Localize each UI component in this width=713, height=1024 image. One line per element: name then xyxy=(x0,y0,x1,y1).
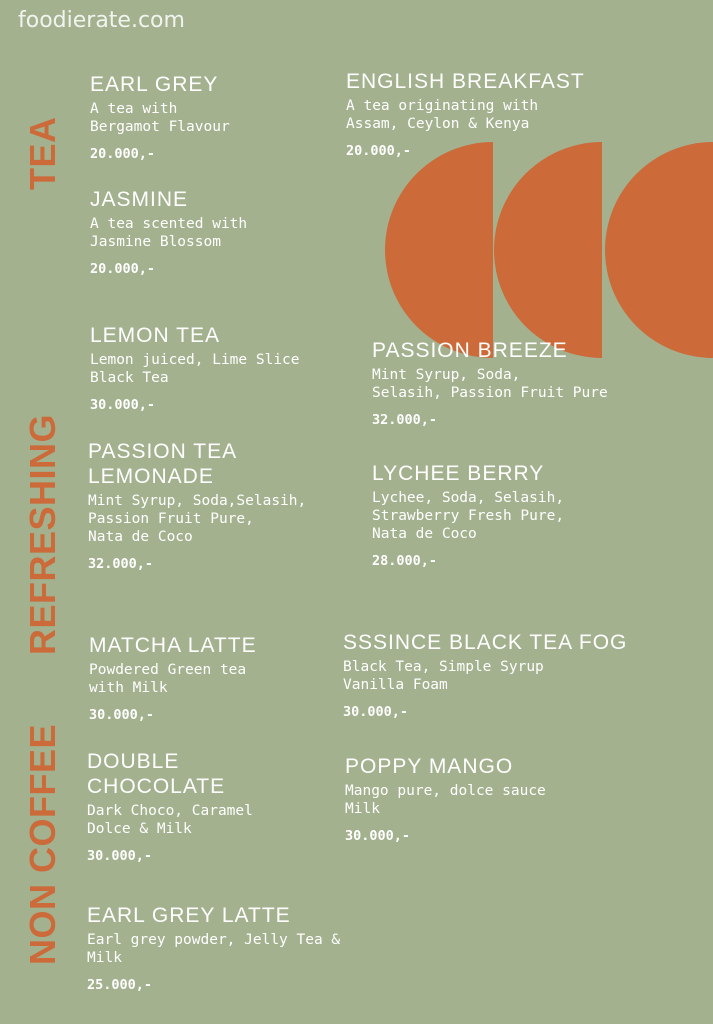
item-name: ENGLISH BREAKFAST xyxy=(346,70,585,93)
item-description: Mint Syrup, Soda,Selasih, Passion Fruit Pure, Nata de Coco xyxy=(88,493,307,545)
side-label-non-coffee: NON COFFEE xyxy=(22,723,63,965)
menu-item xyxy=(90,187,247,277)
item-description: A tea scented with Jasmine Blossom xyxy=(90,216,248,250)
item-name: PASSION TEA LEMONADE xyxy=(88,440,238,488)
half-circle-3 xyxy=(605,142,713,358)
item-price: 20.000,- xyxy=(346,143,412,159)
item-description: A tea originating with Assam, Ceylon & Kenya xyxy=(346,98,539,132)
item-name: SSSINCE BLACK TEA FOG xyxy=(343,631,628,654)
item-description: Earl grey powder, Jelly Tea & Milk xyxy=(87,932,341,966)
side-label-tea: TEA xyxy=(22,116,63,190)
menu-item xyxy=(87,903,340,993)
item-price: 30.000,- xyxy=(345,828,411,844)
menu-item xyxy=(372,338,608,428)
item-name: LEMON TEA xyxy=(90,324,220,347)
menu-item xyxy=(89,633,257,723)
item-description: Dark Choco, Caramel Dolce & Milk xyxy=(87,803,253,837)
item-price: 30.000,- xyxy=(90,397,156,413)
menu-item xyxy=(343,630,627,720)
item-price: 32.000,- xyxy=(372,412,438,428)
item-price: 28.000,- xyxy=(372,553,438,569)
item-price: 25.000,- xyxy=(87,977,153,993)
half-circle-2 xyxy=(494,142,602,358)
item-price: 30.000,- xyxy=(89,707,155,723)
menu-item xyxy=(372,461,564,569)
item-price: 20.000,- xyxy=(90,261,156,277)
watermark-text: foodierate.com xyxy=(18,8,185,33)
item-name: EARL GREY xyxy=(90,73,219,96)
item-description: Black Tea, Simple Syrup Vanilla Foam xyxy=(343,659,544,693)
side-label-refreshing: REFRESHING xyxy=(22,413,63,655)
item-description: Lychee, Soda, Selasih, Strawberry Fresh Pure, Nata de Coco xyxy=(372,490,565,542)
item-description: Lemon juiced, Lime Slice Black Tea xyxy=(90,352,300,386)
item-name: JASMINE xyxy=(90,188,189,211)
menu-item xyxy=(88,439,306,572)
item-price: 30.000,- xyxy=(343,704,409,720)
item-name: PASSION BREEZE xyxy=(372,339,568,362)
menu-item xyxy=(87,749,253,864)
menu-item xyxy=(345,754,546,844)
item-price: 20.000,- xyxy=(90,146,156,162)
half-circle-1 xyxy=(385,142,493,358)
item-name: DOUBLE CHOCOLATE xyxy=(87,750,226,798)
item-name: POPPY MANGO xyxy=(345,755,514,778)
item-price: 30.000,- xyxy=(87,848,153,864)
item-description: Mango pure, dolce sauce Milk xyxy=(345,783,546,817)
item-description: A tea with Bergamot Flavour xyxy=(90,101,230,135)
menu-item xyxy=(90,323,300,413)
item-price: 32.000,- xyxy=(88,556,154,572)
item-description: Mint Syrup, Soda, Selasih, Passion Fruit Pure xyxy=(372,367,608,401)
half-circles-decoration xyxy=(385,142,713,358)
item-description: Powdered Green tea with Milk xyxy=(89,662,247,696)
item-name: MATCHA LATTE xyxy=(89,634,257,657)
menu-item xyxy=(90,72,230,162)
item-name: EARL GREY LATTE xyxy=(87,904,291,927)
item-name: LYCHEE BERRY xyxy=(372,462,545,485)
menu-item xyxy=(346,69,585,159)
